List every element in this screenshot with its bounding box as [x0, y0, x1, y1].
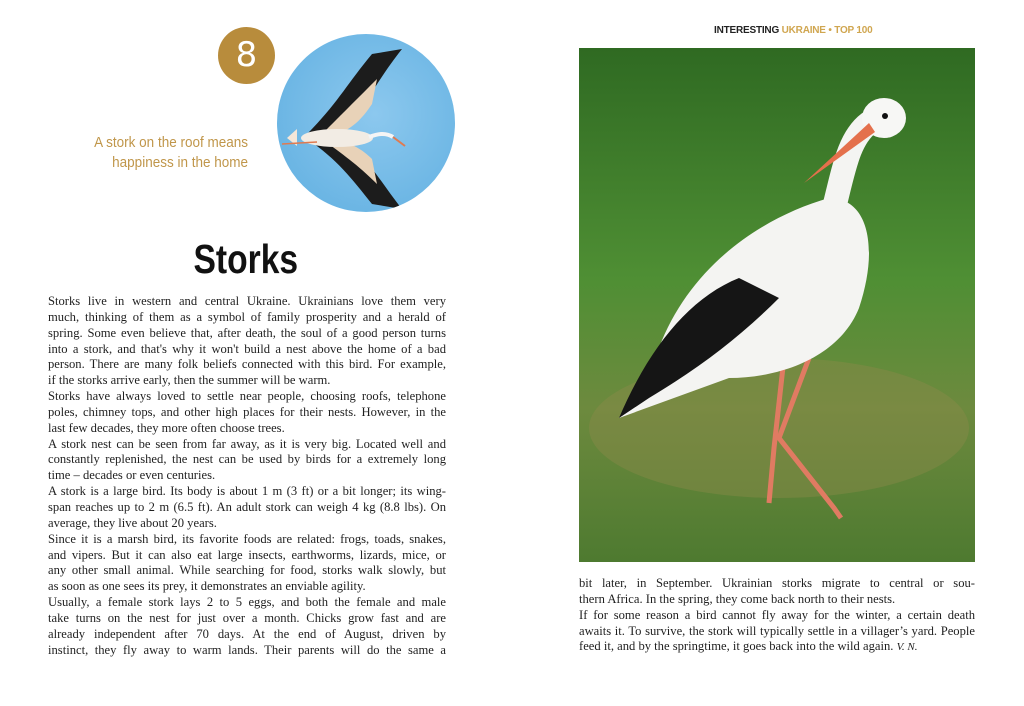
- text-line: take turns on the nest for just over a month. Chicks grow fast and are: [48, 610, 446, 625]
- text-line: person. There are many folk beliefs connected with this bird. For example,: [48, 357, 446, 372]
- text-line-content: feed it, and by the springtime, it goes back into the wild again.: [579, 639, 894, 654]
- flying-stork-image: [277, 34, 455, 212]
- text-line: constantly replenished, the nest can be used by birds for a extremely long: [48, 452, 446, 467]
- standing-stork-photo: [579, 48, 975, 562]
- text-line: if the storks arrive early, then the summer will be warm.: [48, 373, 331, 388]
- text-line: [579, 639, 975, 655]
- tagline: [40, 133, 248, 173]
- text-line: bit later, in September. Ukrainian storks migrate to central or sou-: [579, 576, 975, 590]
- body-text-left-column: [48, 294, 446, 658]
- text-line: instinct, they fly away to warm lands. Their parents will do the same a: [48, 642, 446, 657]
- text-line: Storks live in western and central Ukraine. Ukrainians love them very: [48, 294, 446, 308]
- text-line: thern Africa. In the spring, they come back north to their nests.: [579, 591, 896, 606]
- text-line: average, they live about 20 years.: [48, 515, 217, 530]
- entry-number-badge: 8: [218, 27, 275, 84]
- text-line: Since it is a marsh bird, its favorite foods are related: frogs, toads, snakes,: [48, 531, 446, 546]
- running-header: [714, 25, 873, 36]
- text-line: awaits it. To survive, the stork will typically settle in a villager’s yard. People: [579, 623, 975, 638]
- text-line: A stork is a large bird. Its body is about 1 m (3 ft) or a bit longer; its wing-: [48, 484, 446, 499]
- text-line: as soon as one sees its prey, it demonstrates an enviable agility.: [48, 579, 366, 594]
- text-line: spring. Some even believe that, after death, the soul of a good person turns: [48, 325, 446, 340]
- text-line: poles, chimney tops, and other high places for their nests. However, in the: [48, 404, 446, 419]
- page-title-text: Storks: [193, 236, 299, 282]
- author-signature: V. N.: [896, 641, 918, 654]
- text-line: last few decades, they more often choose trees.: [48, 420, 285, 435]
- body-text-right-column: [579, 576, 975, 655]
- text-line: time – decades or even centuries.: [48, 468, 216, 483]
- series-subtitle: UKRAINE • TOP 100: [781, 25, 873, 36]
- text-line: already independent after 70 days. At the end of August, driven by: [48, 626, 446, 641]
- text-line: Storks have always loved to settle near people, choosing roofs, telephone: [48, 389, 446, 404]
- text-line: any other small animal. While searching for food, storks walk slowly, but: [48, 563, 446, 578]
- text-line: A stork nest can be seen from far away, as it is very big. Located well and: [48, 436, 446, 451]
- tagline-line: A stork on the roof means: [94, 134, 248, 151]
- page-title: [96, 236, 396, 283]
- series-title: INTERESTING: [714, 25, 780, 36]
- text-line: If for some reason a bird cannot fly away for the winter, a certain death: [579, 607, 975, 622]
- text-line: span reaches up to 2 m (6.5 ft). An adult stork can weigh 4 kg (8.8 lbs). On: [48, 499, 446, 514]
- text-line: Usually, a female stork lays 2 to 5 eggs, and both the female and male: [48, 595, 446, 610]
- text-line: much, thinking of them as a symbol of family prosperity and a herald of: [48, 309, 446, 324]
- tagline-line: happiness in the home: [112, 154, 248, 171]
- text-line: and vipers. But it can also eat large insects, earthworms, lizards, mice, or: [48, 547, 446, 562]
- text-line: into a stork, and that's why it won't build a nest above the home of a bad: [48, 341, 446, 356]
